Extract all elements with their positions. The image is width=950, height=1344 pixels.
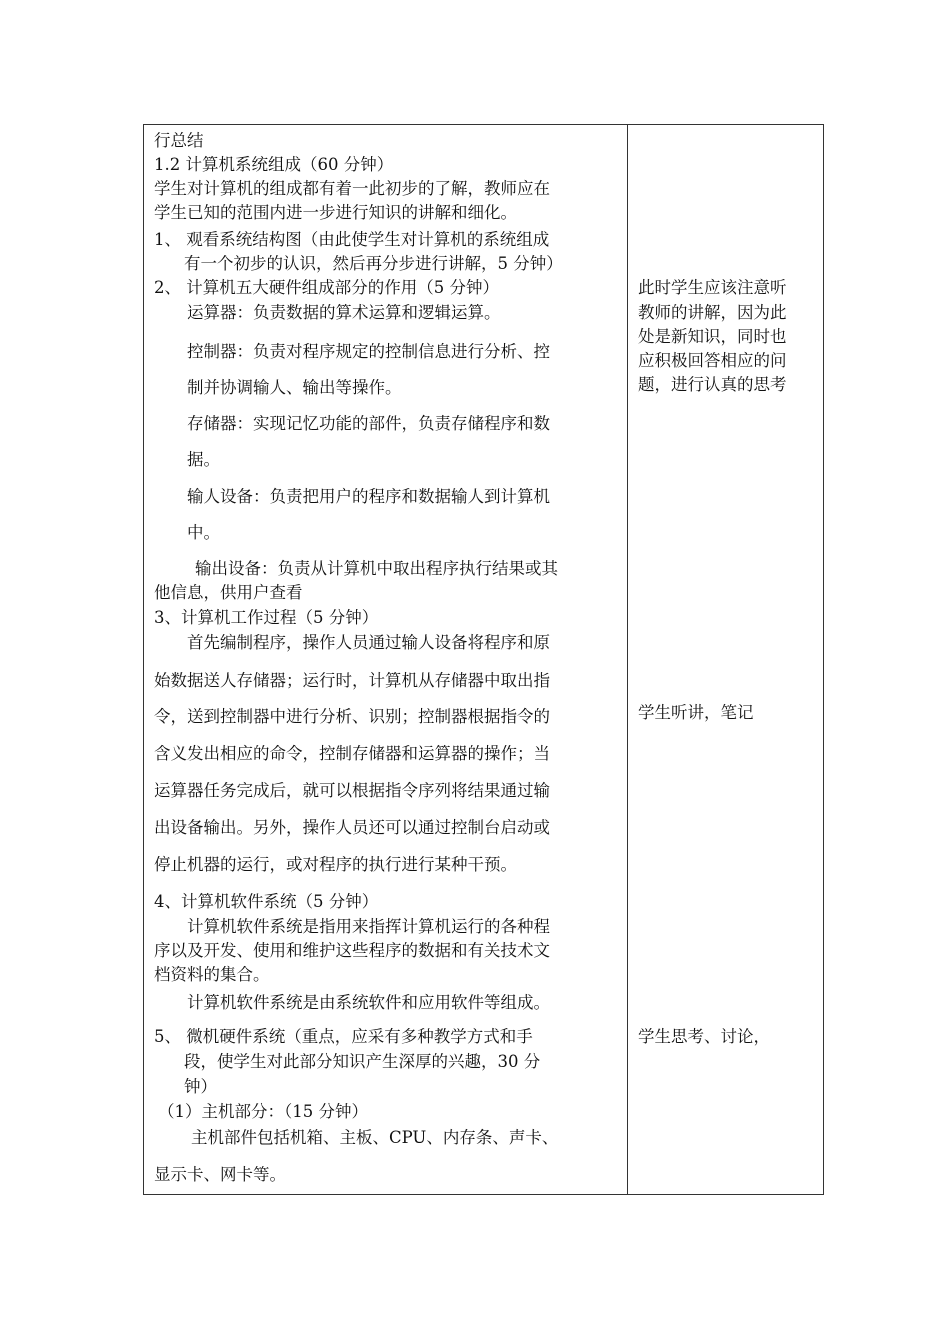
activity-note-line: 此时学生应该注意听 bbox=[638, 278, 787, 297]
activity-note-line: 应积极回答相应的问 bbox=[638, 351, 787, 370]
text-line: 出设备输出。另外，操作人员还可以通过控制台启动或 bbox=[154, 818, 550, 837]
text-line: 段，使学生对此部分知识产生深厚的兴趣，30 分 bbox=[184, 1052, 541, 1071]
activity-note: 学生听讲，笔记 bbox=[638, 703, 754, 722]
column-divider bbox=[627, 125, 628, 1194]
text-line: 序以及开发、使用和维护这些程序的数据和有关技术文 bbox=[154, 941, 550, 960]
text-line: 显示卡、网卡等。 bbox=[154, 1165, 286, 1184]
text-line: 首先编制程序，操作人员通过输人设备将程序和原 bbox=[187, 633, 550, 652]
text-line: 令，送到控制器中进行分析、识别；控制器根据指令的 bbox=[154, 707, 550, 726]
activity-note-line: 题，进行认真的思考 bbox=[638, 375, 787, 394]
text-line: 行总结 bbox=[154, 131, 204, 150]
activity-note: 学生思考、讨论， bbox=[638, 1027, 770, 1046]
text-line: 运算器：负责数据的算术运算和逻辑运算。 bbox=[187, 303, 501, 322]
text-line: 中。 bbox=[187, 523, 220, 542]
text-line: 钟） bbox=[184, 1077, 217, 1096]
text-line: 主机部件包括机箱、主板、CPU、内存条、声卡、 bbox=[191, 1128, 559, 1147]
text-line: 档资料的集合。 bbox=[154, 965, 270, 984]
section-heading: 1.2 计算机系统组成（60 分钟） bbox=[154, 155, 394, 174]
text-line: 停止机器的运行，或对程序的执行进行某种干预。 bbox=[154, 855, 517, 874]
text-line: 学生已知的范围内进一步进行知识的讲解和细化。 bbox=[154, 203, 517, 222]
text-line: 计算机软件系统是由系统软件和应用软件等组成。 bbox=[187, 993, 550, 1012]
text-line: 输出设备：负责从计算机中取出程序执行结果或其 bbox=[195, 559, 558, 578]
text-line: 运算器任务完成后，就可以根据指令序列将结果通过输 bbox=[154, 781, 550, 800]
text-line: 含义发出相应的命令，控制存储器和运算器的操作；当 bbox=[154, 744, 550, 763]
text-line: 输人设备：负责把用户的程序和数据输人到计算机 bbox=[187, 487, 550, 506]
sub-heading: （1）主机部分：（15 分钟） bbox=[158, 1102, 368, 1121]
text-line: 他信息，供用户查看 bbox=[154, 583, 303, 602]
student-activity-cell bbox=[638, 125, 818, 1194]
text-line: 制并协调输人、输出等操作。 bbox=[187, 378, 402, 397]
text-line: 存储器：实现记忆功能的部件，负责存储程序和数 bbox=[187, 414, 550, 433]
text-line: 控制器：负责对程序规定的控制信息进行分析、控 bbox=[187, 342, 550, 361]
text-line: 据。 bbox=[187, 450, 220, 469]
list-item-5: 5、 微机硬件系统（重点，应采有多种教学方式和手 bbox=[154, 1027, 533, 1046]
list-item-1: 1、 观看系统结构图（由此使学生对计算机的系统组成 bbox=[154, 230, 550, 249]
lesson-table bbox=[143, 124, 824, 1195]
text-line: 有一个初步的认识，然后再分步进行讲解，5 分钟） bbox=[184, 254, 563, 273]
teaching-content-cell bbox=[154, 125, 620, 1194]
text-line: 始数据送人存储器；运行时，计算机从存储器中取出指 bbox=[154, 671, 550, 690]
list-item-2: 2、 计算机五大硬件组成部分的作用（5 分钟） bbox=[154, 278, 499, 297]
list-item-3: 3、计算机工作过程（5 分钟） bbox=[154, 608, 379, 627]
activity-note-line: 教师的讲解，因为此 bbox=[638, 303, 787, 322]
text-line: 计算机软件系统是指用来指挥计算机运行的各种程 bbox=[187, 917, 550, 936]
text-line: 学生对计算机的组成都有着一此初步的了解，教师应在 bbox=[154, 179, 550, 198]
list-item-4: 4、计算机软件系统（5 分钟） bbox=[154, 892, 379, 911]
activity-note-line: 处是新知识，同时也 bbox=[638, 327, 787, 346]
